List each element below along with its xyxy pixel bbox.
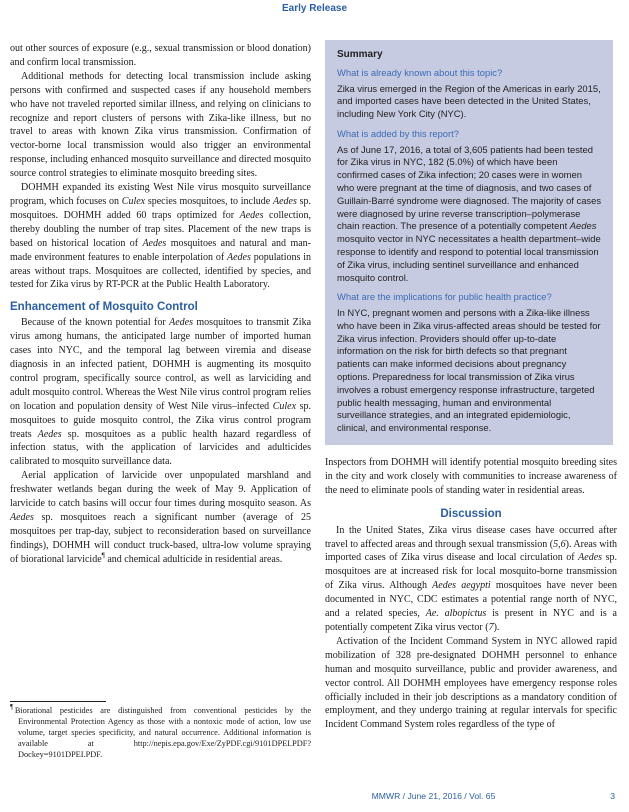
summary-answer: In NYC, pregnant women and persons with a Zika-like illness who have been in Zika virus-affected areas should be tested for Zika virus infection. Providers should offer up-to-date information on the risk for birth defects so that pregnant patients can make informed decisions about pregnancy options. Preparedness for local transmission of Zika virus involves a robust emergency response infrastructure, targeted public health messaging, human and environmental surveillance strategies, and an integrated epidemiologic, clinical, and environmental response. [337, 306, 601, 434]
summary-box [325, 40, 613, 445]
body-paragraph: In the United States, Zika virus disease cases have occurred after travel to affected areas and through sexual transmission (5,6). Areas with imported cases of Zika virus disease and local circulation of Aedes sp. mosquitoes are at increased risk for local mosquito-borne transmission of Zika virus. Although Aedes aegypti mosquitoes have never been documented in NYC, CDC estimates a potential range north of NYC, and a related species, Ae. albopictus is present in NYC and is a potentially competent Zika virus vector (7). [325, 524, 617, 633]
footer-journal-line: MMWR / June 21, 2016 / Vol. 65 [371, 791, 496, 801]
summary-question: What are the implications for public health practice? [337, 291, 552, 303]
summary-question: What is added by this report? [337, 127, 459, 139]
body-paragraph: Inspectors from DOHMH will identify potential mosquito breeding sites in the city and work closely with communities to increase awareness of the need to eliminate pools of standing water in residential areas. [325, 456, 617, 496]
footnote-block [10, 701, 311, 760]
footnote-rule [10, 701, 106, 702]
body-paragraph: Activation of the Incident Command System in NYC allowed rapid mobilization of 328 pre-designated DOHMH personnel to enhance human and mosquito surveillance, public and provider awareness, and vector control. All DOHMH employees have emergency response roles officially included in their job descriptions as a mandatory condition of employment, and they undergo training at regular intervals for specific Incident Command System roles regardless of the type of [325, 635, 617, 731]
summary-title: Summary [337, 49, 383, 60]
summary-answer: As of June 17, 2016, a total of 3,605 patients had been tested for Zika virus in NYC, 182 (5.0%) of which have been confirmed cases of Zika infection; 20 cases were in women who were pregnant at the time of diagnosis, and two cases of Guillain-Barré syndrome were diagnosed. The majority of cases were diagnosed by urine reverse transcription–polymerase chain reaction. The presence of a potentially competent Aedes mosquito vector in NYC necessitates a health department–wide response to identify and respond to potential local transmission of Zika virus, including sentinel surveillance and enhanced mosquito control. [337, 143, 602, 283]
left-column [10, 42, 311, 567]
summary-answer: Zika virus emerged in the Region of the Americas in early 2015, and imported cases have been detected in the United States, including New York City (NYC). [337, 82, 601, 120]
page-footer [0, 791, 629, 805]
body-paragraph: out other sources of exposure (e.g., sexual transmission or blood donation) and confirm local transmission. [10, 43, 311, 68]
footnote-text: ¶ Biorational pesticides are distinguished from conventional pesticides by the Environmental Protection Agency as those with a nontoxic mode of action, low use volume, target species specificity, and natural occurrence. Additional information is available at http://nepis.epa.gov/Exe/ZyPDF.cgi/9101DPEI.PDF?Dockey=9101DPEI.PDF. [10, 703, 311, 759]
body-paragraph: DOHMH expanded its existing West Nile virus mosquito surveillance program, which focuses on Culex species mosquitoes, to include Aedes sp. mosquitoes. DOHMH added 60 traps optimized for Aedes collection, thereby doubling the number of trap sites. Placement of the new traps is based on historical location of Aedes mosquitoes and natural and man-made environment features to enable interpolation of Aedes populations in areas without traps. Mosquitoes are collected, identified by species, and tested for Zika virus by RT-PCR at the Public Health Laboratory. [10, 182, 311, 291]
footer-page-number: 3 [610, 791, 615, 801]
running-head: Early Release [281, 3, 348, 14]
body-paragraph: Because of the known potential for Aedes mosquitoes to transmit Zika virus among humans, the anticipated large number of imported human cases into NYC, and the temporal lag between viremia and disease diagnosis in an infected patient, DOHMH is augmenting its mosquito control program, specifically source control, as well as larviciding and adult mosquito control. Whereas the West Nile virus control program relies on location and population density of West Nile virus–infected Culex sp. mosquitoes to guide mosquito control, the Zika virus control program treats Aedes sp. mosquitoes as a public health hazard regardless of infection status, with the application of larvicides and adulticides calibrated to mosquito surveillance data. [10, 317, 312, 468]
body-paragraph: Additional methods for detecting local transmission include asking persons with confirmed and suspected cases if any household members who have not traveled reported similar illness, and relying on clinicians to recognize and report clusters of persons with Zika-like illness, but no travel to areas with known Zika virus transmission. Confirmation of vector-borne local transmission would also trigger an environmental response, including enhanced mosquito surveillance and directed mosquito source control strategies to eliminate mosquito breeding sites. [10, 70, 311, 180]
body-paragraph: Aerial application of larvicide over unpopulated marshland and freshwater wetlands began during the week of May 9. Application of larvicide to catch basins will occur four times during mosquito season. As Aedes sp. mosquitoes reach a significant number (average of 25 mosquitoes per trap-day, subject to reconsideration based on surveillance findings), DOHMH will conduct truck-based, ultra-low volume spraying of biorational larvicide¶ and chemical adulticide in residential areas. [10, 470, 311, 565]
section-heading-discussion: Discussion [440, 507, 502, 520]
right-column [325, 40, 617, 732]
section-heading-mosquito-control: Enhancement of Mosquito Control [10, 301, 198, 314]
summary-question: What is already known about this topic? [337, 67, 503, 78]
